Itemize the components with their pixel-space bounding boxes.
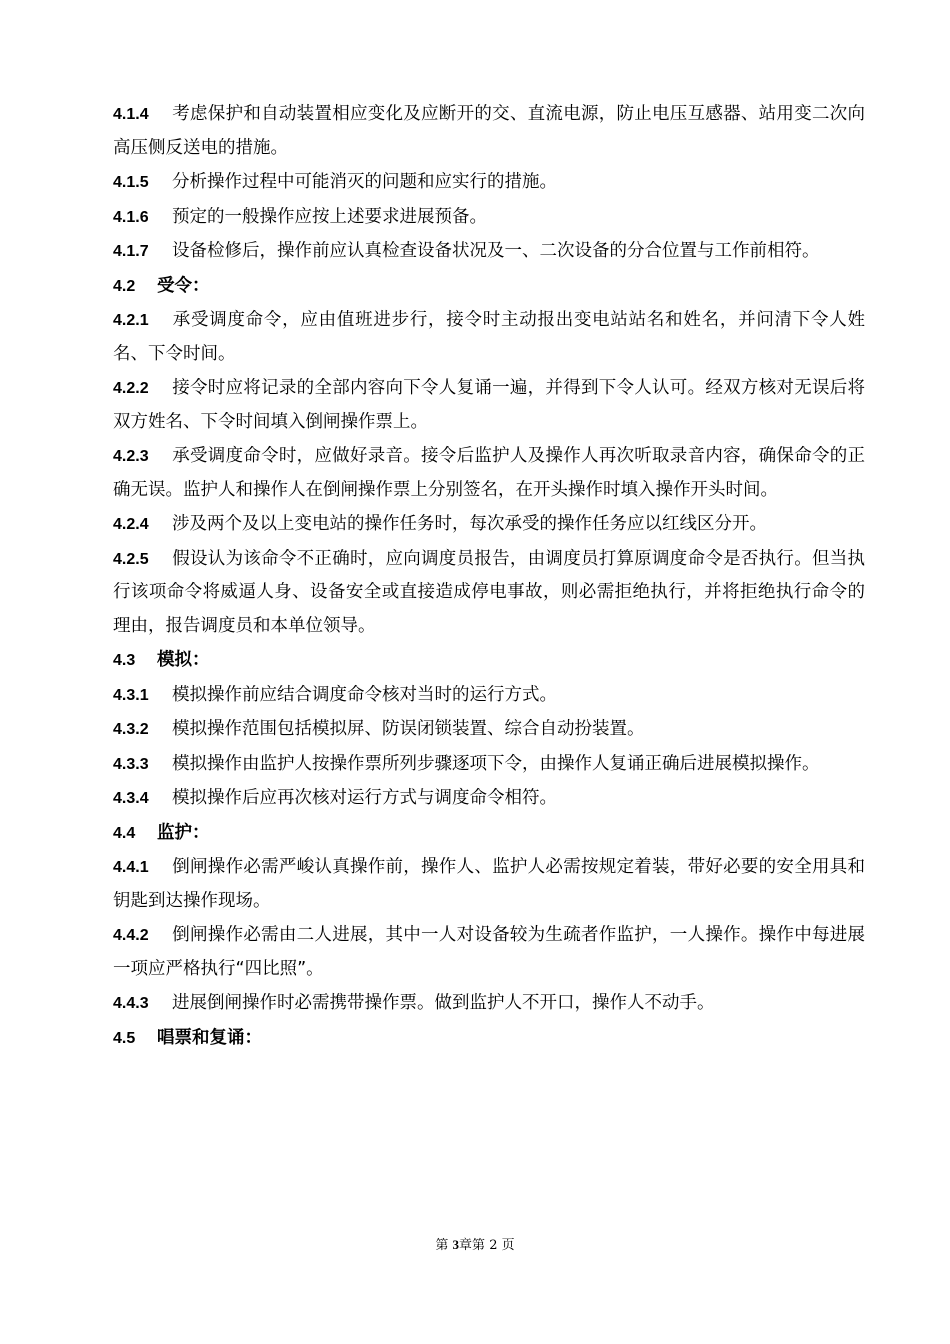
clause-number: 4.3.4 bbox=[113, 790, 149, 807]
clause-number: 4.2.5 bbox=[113, 550, 149, 568]
footer-mid: 章第 bbox=[459, 1238, 486, 1253]
clause-paragraph bbox=[113, 201, 865, 235]
clause-number: 4.2.2 bbox=[113, 380, 149, 397]
clause-number: 4.3 bbox=[113, 652, 136, 669]
clause-number: 4.1.7 bbox=[113, 243, 149, 260]
clause-paragraph bbox=[113, 851, 865, 918]
footer-chapter: 3 bbox=[452, 1237, 460, 1252]
clause-number: 4.3.1 bbox=[113, 686, 149, 704]
clause-paragraph bbox=[113, 508, 865, 542]
clause-text: 涉及两个及以上变电站的操作任务时，每次承受的操作任务应以红线区分开。 bbox=[172, 514, 767, 534]
section-heading bbox=[113, 817, 865, 851]
clause-number: 4.3.2 bbox=[113, 721, 149, 738]
section-heading bbox=[113, 1022, 865, 1056]
clause-paragraph bbox=[113, 782, 865, 816]
clause-text: 承受调度命令，应由值班进步行，接令时主动报出变电站站名和姓名，并问清下令人姓名、下令时间。 bbox=[113, 310, 865, 364]
clause-number: 4.1.5 bbox=[113, 174, 149, 191]
clause-paragraph bbox=[113, 304, 865, 371]
clause-text: 分析操作过程中可能消灭的问题和应实行的措施。 bbox=[172, 172, 557, 192]
clause-number: 4.4.3 bbox=[113, 995, 149, 1012]
footer-page: 2 bbox=[489, 1238, 498, 1253]
clause-number: 4.2 bbox=[113, 277, 136, 295]
document-body bbox=[113, 98, 865, 1056]
clause-paragraph bbox=[113, 98, 865, 165]
clause-text: 模拟： bbox=[157, 650, 210, 670]
clause-text: 模拟操作后应再次核对运行方式与调度命令相符。 bbox=[172, 788, 557, 808]
clause-text: 模拟操作由监护人按操作票所列步骤逐项下令，由操作人复诵正确后进展模拟操作。 bbox=[172, 753, 820, 774]
section-heading bbox=[113, 270, 865, 304]
clause-text: 进展倒闸操作时必需携带操作票。做到监护人不开口，操作人不动手。 bbox=[172, 993, 715, 1013]
clause-text: 考虑保护和自动装置相应变化及应断开的交、直流电源，防止电压互感器、站用变二次向高压侧反送电的措施。 bbox=[113, 104, 865, 158]
clause-number: 4.1.4 bbox=[113, 106, 149, 123]
clause-paragraph bbox=[113, 372, 865, 439]
clause-number: 4.2.3 bbox=[113, 448, 149, 465]
footer-prefix: 第 bbox=[435, 1238, 449, 1253]
clause-paragraph bbox=[113, 987, 865, 1021]
clause-text: 倒闸操作必需严峻认真操作前，操作人、监护人必需按规定着装，带好必要的安全用具和钥匙到达操作现场。 bbox=[113, 857, 865, 911]
clause-text: 模拟操作范围包括模拟屏、防误闭锁装置、综合自动扮装置。 bbox=[172, 719, 645, 739]
clause-paragraph bbox=[113, 679, 865, 713]
clause-text: 倒闸操作必需由二人进展，其中一人对设备较为生疏者作监护，一人操作。操作中每进展一项应严格执行“四比照”。 bbox=[113, 925, 865, 979]
clause-text: 模拟操作前应结合调度命令核对当时的运行方式。 bbox=[172, 684, 557, 705]
section-heading bbox=[113, 644, 865, 678]
clause-text: 接令时应将记录的全部内容向下令人复诵一遍，并得到下令人认可。经双方核对无误后将双方姓名、下令时间填入倒闸操作票上。 bbox=[113, 378, 865, 432]
clause-number: 4.5 bbox=[113, 1029, 136, 1047]
clause-number: 4.2.4 bbox=[113, 516, 149, 533]
clause-text: 唱票和复诵： bbox=[157, 1027, 262, 1048]
clause-paragraph bbox=[113, 440, 865, 507]
clause-text: 设备检修后，操作前应认真检查设备状况及一、二次设备的分合位置与工作前相符。 bbox=[172, 241, 820, 261]
page-footer bbox=[0, 1234, 950, 1253]
clause-number: 4.4.2 bbox=[113, 927, 149, 944]
clause-paragraph bbox=[113, 166, 865, 200]
clause-paragraph bbox=[113, 748, 865, 782]
clause-text: 假设认为该命令不正确时，应向调度员报告，由调度员打算原调度命令是否执行。但当执行该项命令将威逼人身、设备安全或直接造成停电事故，则必需拒绝执行，并将拒绝执行命令的理由，报告调度员和本单位领导。 bbox=[113, 548, 865, 636]
clause-text: 承受调度命令时，应做好录音。接令后监护人及操作人再次听取录音内容，确保命令的正确无误。监护人和操作人在倒闸操作票上分别签名，在开头操作时填入操作开头时间。 bbox=[113, 446, 865, 500]
clause-number: 4.4.1 bbox=[113, 859, 149, 876]
clause-paragraph bbox=[113, 919, 865, 986]
clause-paragraph bbox=[113, 235, 865, 269]
clause-text: 监护： bbox=[157, 822, 210, 843]
clause-paragraph bbox=[113, 543, 865, 644]
clause-text: 预定的一般操作应按上述要求进展预备。 bbox=[172, 206, 487, 227]
clause-number: 4.4 bbox=[113, 824, 136, 842]
clause-number: 4.3.3 bbox=[113, 755, 149, 773]
clause-number: 4.1.6 bbox=[113, 208, 149, 226]
clause-text: 受令： bbox=[157, 275, 210, 296]
clause-paragraph bbox=[113, 713, 865, 747]
footer-suffix: 页 bbox=[501, 1238, 515, 1253]
clause-number: 4.2.1 bbox=[113, 312, 149, 329]
